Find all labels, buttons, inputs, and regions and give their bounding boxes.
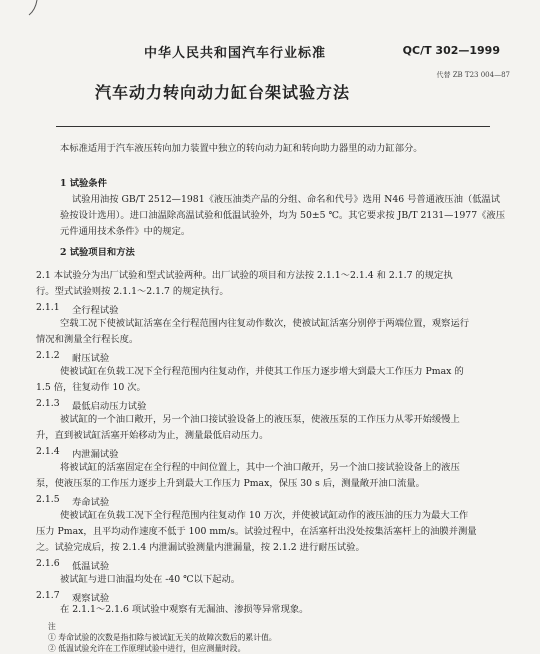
clause-line: 升，直到被试缸活塞开始移动为止，测量最低启动压力。 [36,430,269,441]
section-2-1-line: 2.1 本试验分为出厂试验和型式试验两种。出厂试验的项目和方法按 2.1.1～2.1.4 和 2.1.7 的规定执 [36,270,453,281]
clause-number: 2.1.6 [36,558,60,569]
clause-title: 内泄漏试验 [72,449,119,460]
document-title: 汽车动力转向动力缸台架试验方法 [94,83,350,102]
clause-title: 最低启动压力试验 [72,401,147,412]
section-2-heading: 2 试验项目和方法 [60,247,135,258]
clause-number: 2.1.2 [36,350,60,361]
clause-line: 使被试缸在负载工况下全行程范围内往复动作 10 万次，并使被试缸动作的液压油的压力为最大工作 [60,510,469,521]
clause-number: 2.1.4 [36,446,60,457]
section-1-line: 验按设计选用）。进口油温除高温试验和低温试验外，均为 50±5 ℃。其它要求按 JB/T 2131—1977《液压 [60,210,506,221]
clause-line: 将被试缸的活塞固定在全行程的中间位置上，其中一个油口敞开，另一个油口接试验设备上的液压 [60,462,460,473]
replaces-note: 代替 ZB T23 004—87 [436,71,510,79]
section-2-1-line: 行。型式试验则按 2.1.1～2.1.7 的规定执行。 [36,286,229,297]
intro-paragraph: 本标准适用于汽车液压转向加力装置中独立的转向动力缸和转向助力器里的动力缸部分。 [60,143,423,154]
clause-title: 寿命试验 [72,497,110,508]
clause-line: 1.5 倍，往复动作 10 次。 [36,382,146,393]
note-item: ② 低温试验允许在工作原理试验中进行，但应测量时段。 [48,644,246,653]
clause-number: 2.1.5 [36,494,60,505]
pen-mark [28,0,42,16]
section-1-heading: 1 试验条件 [60,178,107,189]
section-1-line: 元件通用技术条件》中的规定。 [60,226,191,237]
clause-line: 被试缸与进口油温均处在 -40 ℃以下起动。 [60,574,241,585]
header-rule [56,126,490,127]
clause-line: 空载工况下使被试缸活塞在全行程范围内往复动作数次，使被试缸活塞分别停于两端位置，观察运行 [60,318,470,329]
clause-line: 情况和测量全行程长度。 [36,334,139,345]
clause-number: 2.1.3 [36,398,60,409]
standard-title: 中华人民共和国汽车行业标准 [143,46,326,61]
notes-label: 注 [48,622,56,631]
clause-title: 耐压试验 [72,353,110,364]
note-item: ① 寿命试验的次数是指扣除与被试缸无关的故障次数后的累计值。 [48,633,277,642]
clause-line: 被试缸的一个油口敞开，另一个油口接试验设备上的液压泵，使液压泵的工作压力从零开始缓慢上 [60,414,460,425]
clause-line: 压力 Pmax，且平均动作速度不低于 100 mm/s。试验过程中，在活塞杆出没处按集活塞杆上的油膜并测量 [36,526,477,537]
clause-line: 在 2.1.1～2.1.6 项试验中观察有无漏油、渗损等异常现象。 [60,604,309,615]
clause-title: 观察试验 [72,593,110,604]
clause-line: 使被试缸在负载工况下全行程范围内往复动作，并使其工作压力逐步增大到最大工作压力 Pmax 的 [60,366,464,377]
clause-line: 泵，使液压泵的工作压力逐步上升到最大工作压力 Pmax，保压 30 s 后，测量敞开油口流量。 [36,478,425,489]
clause-line: 之。试验完成后，按 2.1.4 内泄漏试验测量内泄漏量，按 2.1.2 进行耐压试验。 [36,542,365,553]
clause-number: 2.1.7 [36,590,60,601]
clause-title: 全行程试验 [72,305,119,316]
standard-code: QC/T 302—1999 [402,44,500,57]
clause-title: 低温试验 [72,561,110,572]
section-1-line: 试验用油按 GB/T 2512—1981《液压油类产品的分组、命名和代号》选用 N46 号普通液压油（低温试 [72,194,501,205]
clause-number: 2.1.1 [36,302,60,313]
